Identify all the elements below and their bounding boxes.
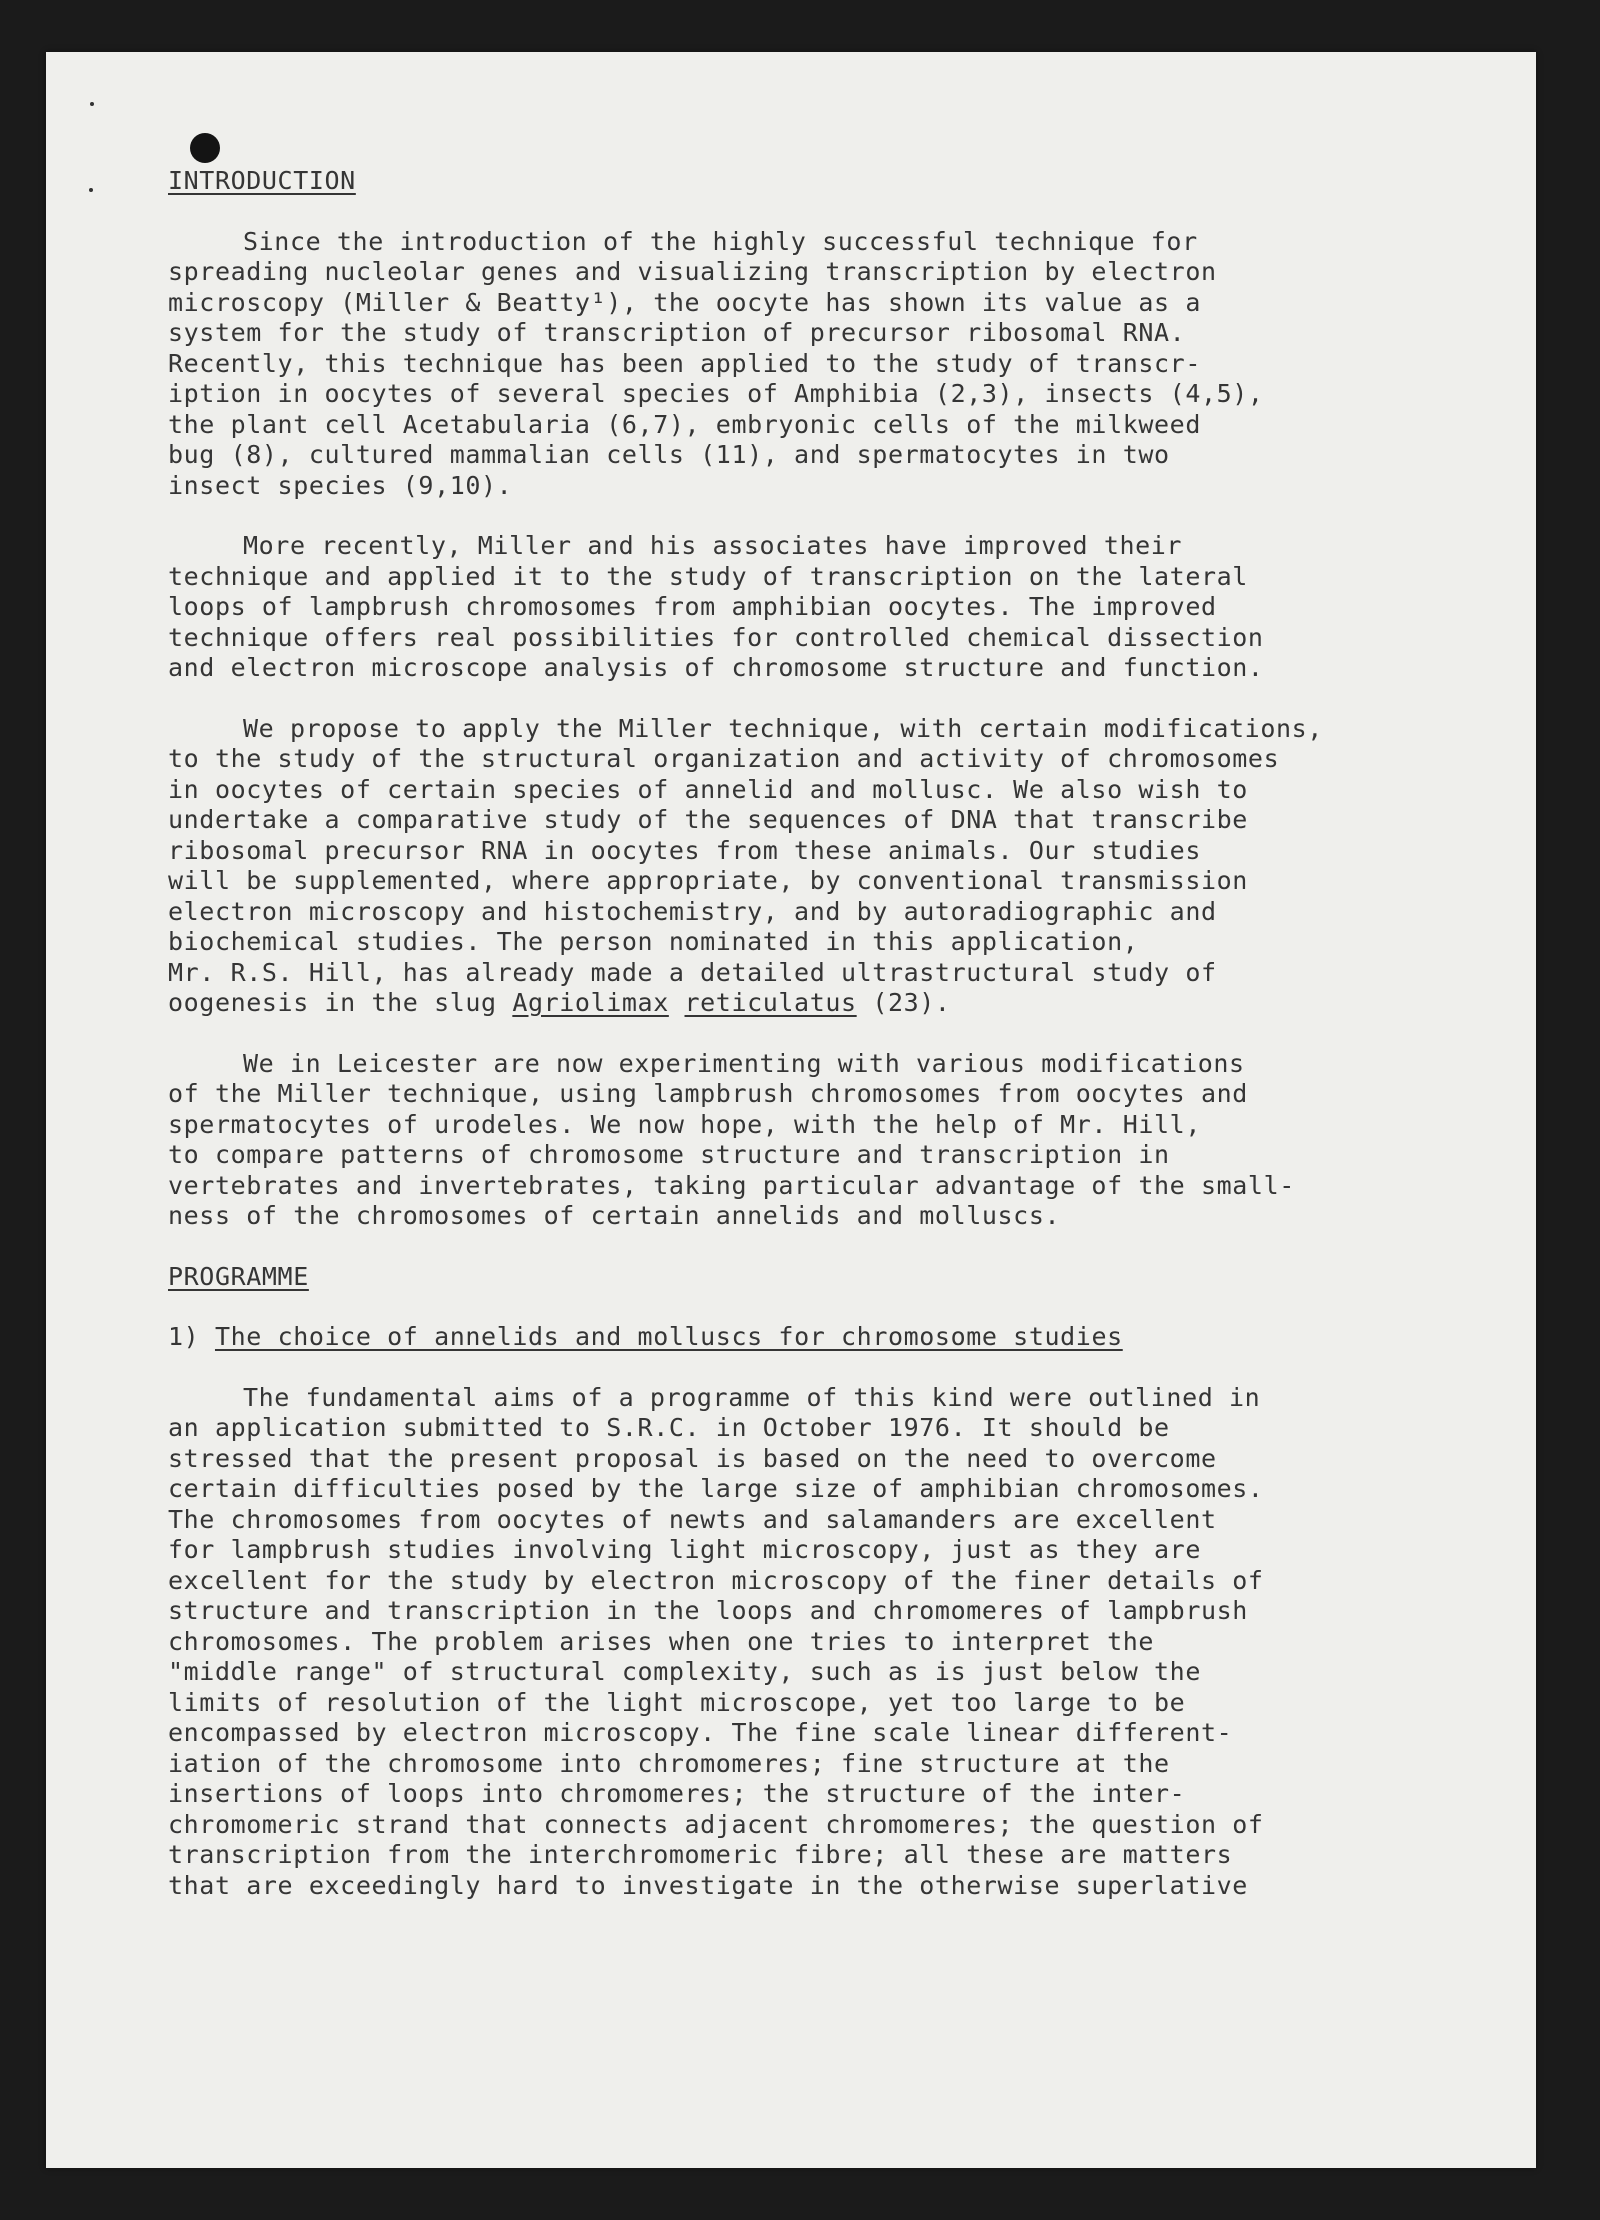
intro-paragraph-3 — [168, 714, 1558, 1019]
programme-heading: PROGRAMME — [168, 1261, 309, 1291]
introduction-heading: INTRODUCTION — [168, 166, 356, 195]
species-name: reticulatus — [684, 988, 857, 1017]
species-genus: Agriolimax — [512, 988, 669, 1017]
section-1-heading — [168, 1322, 1558, 1353]
section-1-title: The choice of annelids and molluscs for chromosome studies — [214, 1322, 1123, 1351]
document-body — [168, 166, 1558, 1931]
page-mark — [90, 102, 94, 106]
intro-paragraph-4: We in Leicester are now experimenting with various modifications of the Miller technique, using lampbrush chromosomes from oocytes and spermatocytes of urodeles. We now hope, with the help of Mr. Hill, to compare patterns of chromosome structure and transcription in vertebrates and invertebrates, taking particular advantage of the small- ness of the chromosomes of certain annelids and molluscs. — [168, 1048, 1295, 1230]
page-mark — [89, 188, 93, 192]
intro-paragraph-1: Since the introduction of the highly successful technique for spreading nucleolar genes and visualizing transcription by electron microscopy (Miller & Beatty¹), the oocyte has shown its value as a system for the study of transcription of precursor ribosomal RNA. Recently, this technique has been applied to the study of transcr- iption in oocytes of several species of Amphibia (2,3), insects (4,5), the plant cell Acetabularia (6,7), embryonic cells of the milkweed bug (8), cultured mammalian cells (11), and spermatocytes in two insect species (9,10). — [168, 226, 1264, 500]
intro-paragraph-2: More recently, Miller and his associates have improved their technique and applied it to the study of transcription on the lateral loops of lampbrush chromosomes from amphibian oocytes. The improved technique offers real possibilities for controlled chemical dissection and electron microscope analysis of chromosome structure and function. — [168, 531, 1264, 682]
intro-paragraph-3-citation: (23). — [856, 988, 951, 1017]
intro-paragraph-3-text: We propose to apply the Miller technique, with certain modifications, to the study of the structural organization and activity of chromosomes in oocytes of certain species of annelid and mollusc. We also wish to undertake a comparative study of the sequences of DNA that transcribe ribosomal precursor RNA in oocytes from these animals. Our studies will be supplemented, where appropriate, by conventional transmission electron microscopy and histochemistry, and by autoradiographic and biochemical studies. The person nominated in this application, Mr. R.S. Hill, has already made a detailed ultrastructural study of oogenesis in the slug — [168, 713, 1323, 1017]
punch-hole — [190, 133, 220, 163]
programme-paragraph-1: The fundamental aims of a programme of this kind were outlined in an application submitted to S.R.C. in October 1976. It should be stressed that the present proposal is based on the need to overcome certain difficulties posed by the large size of amphibian chromosomes. The chromosomes from oocytes of newts and salamanders are excellent for lampbrush studies involving light microscopy, just as they are excellent for the study by electron microscopy of the finer details of structure and transcription in the loops and chromomeres of lampbrush chromosomes. The problem arises when one tries to interpret the "middle range" of structural complexity, such as is just below the limits of resolution of the light microscope, yet too large to be encompassed by electron microscopy. The fine scale linear different- iation of the chromosome into chromomeres; fine structure at the insertions of loops into chromomeres; the structure of the inter- chromomeric strand that connects adjacent chromomeres; the question of transcription from the interchromomeric fibre; all these are matters that are exceedingly hard to investigate in the otherwise superlative — [168, 1382, 1264, 1900]
document-page — [46, 52, 1536, 2168]
section-1-number: 1) — [168, 1322, 200, 1351]
